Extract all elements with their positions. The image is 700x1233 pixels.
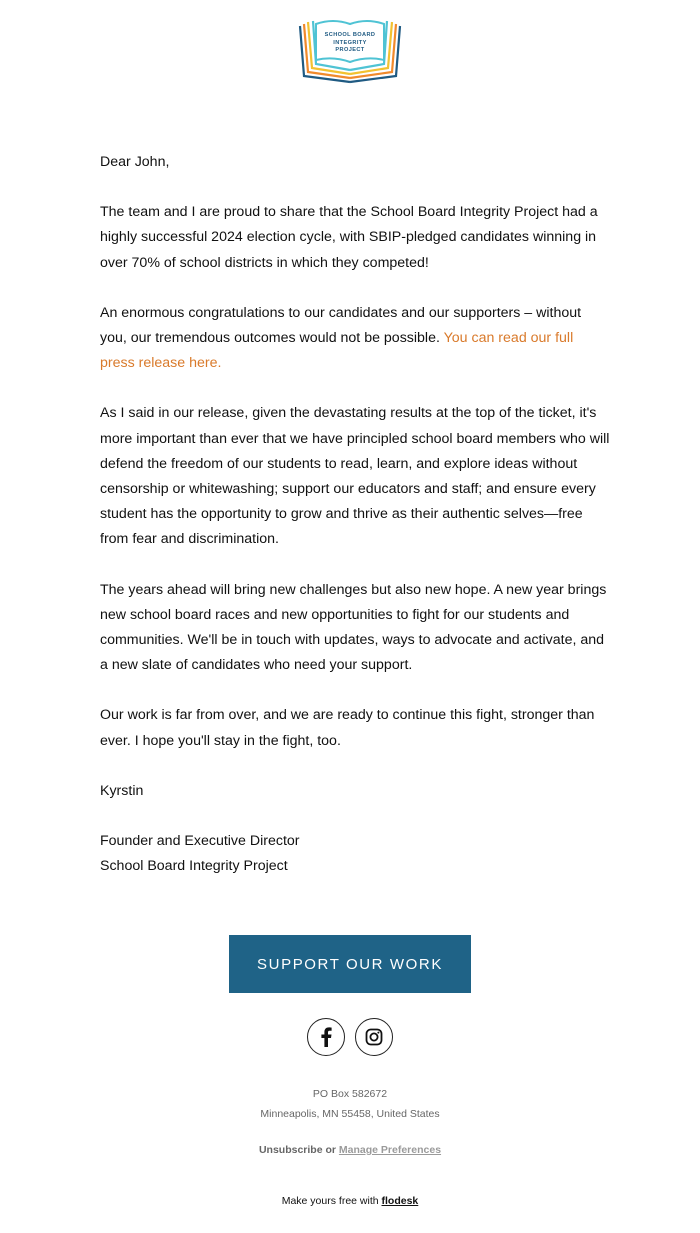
made-with-text: Make yours free with <box>281 1195 382 1207</box>
logo[interactable] <box>298 16 402 88</box>
or-text: or <box>322 1144 339 1156</box>
greeting: Dear John, <box>100 154 170 170</box>
signoff-name: Kyrstin <box>100 782 144 799</box>
instagram-icon <box>365 1028 383 1046</box>
support-our-work-button[interactable]: SUPPORT OUR WORK <box>229 935 471 993</box>
logo-line: PROJECT <box>335 47 365 54</box>
paragraph-work: Our work is far from over, and we are ready to continue this fight, stronger than ever. I hope you'll stay in the fight, too. <box>100 707 595 749</box>
footer-preferences <box>0 1144 700 1156</box>
paragraph-release: As I said in our release, given the devastating results at the top of the ticket, it's more important than ever that we have principled school board members who will defend the freedom of our students to read, learn, and explore ideas without censorship or whitewashing; support our educators and staff; and ensure every student has the opportunity to grow and thrive as their authentic selves—free from fear and discrimination. <box>100 405 610 548</box>
unsubscribe-link[interactable]: Unsubscribe <box>258 1144 323 1156</box>
signature-title: Founder and Executive Director <box>100 833 300 850</box>
instagram-button[interactable] <box>355 1018 393 1056</box>
paragraph-congratulations <box>100 301 610 377</box>
footer-made-with <box>0 1195 700 1207</box>
flodesk-link[interactable]: flodesk <box>381 1195 419 1207</box>
logo-line: INTEGRITY <box>333 39 367 46</box>
logo-line: SCHOOL BOARD <box>324 32 376 38</box>
signature-block <box>100 829 610 879</box>
address-line: PO Box 582672 <box>312 1088 388 1100</box>
signature-org: School Board Integrity Project <box>100 858 288 875</box>
social-links <box>0 1018 700 1056</box>
address-line: Minneapolis, MN 55458, United States <box>260 1108 440 1120</box>
facebook-icon <box>319 1027 333 1047</box>
logo-text <box>298 32 402 55</box>
press-release-link[interactable]: You can read our full press release here. <box>100 330 574 372</box>
manage-preferences-link[interactable]: Manage Preferences <box>338 1144 442 1156</box>
paragraph-years-ahead: The years ahead will bring new challenges but also new hope. A new year brings new school board races and new opportunities to fight for our students and communities. We'll be in touch with updates, ways to advocate and activate, and a new slate of candidates who need your support. <box>100 581 607 674</box>
paragraph-text: An enormous congratulations to our candidates and our supporters – without you, our tremendous outcomes would not be possible. <box>100 304 582 347</box>
paragraph-results: The team and I are proud to share that the School Board Integrity Project had a highly successful 2024 election cycle, with SBIP-pledged candidates winning in over 70% of school districts in which they competed! <box>100 204 598 271</box>
footer-address <box>0 1084 700 1124</box>
facebook-button[interactable] <box>307 1018 345 1056</box>
email-body <box>100 150 610 904</box>
header <box>0 16 700 88</box>
